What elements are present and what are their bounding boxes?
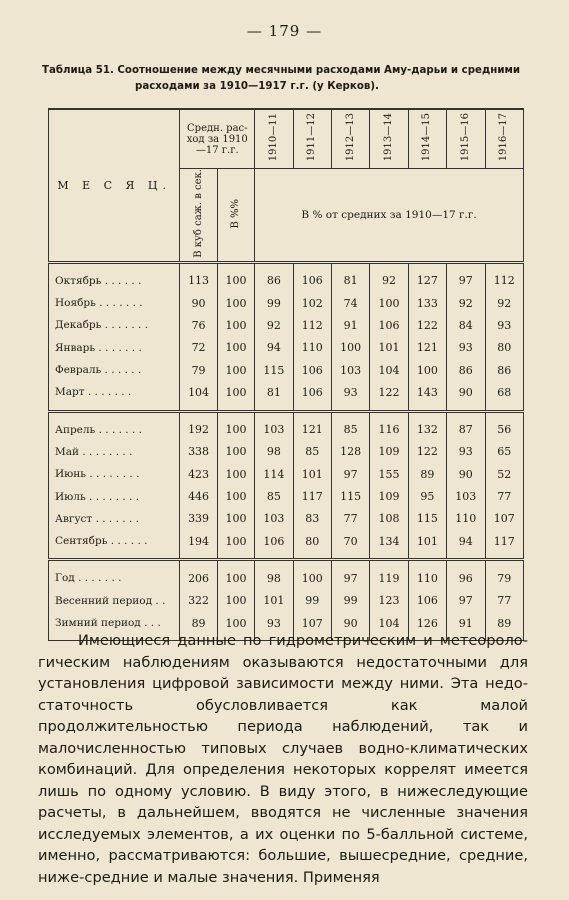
value-cell: 114 — [255, 463, 293, 485]
value-cell: 115 — [331, 485, 369, 507]
avg-cell: 423 — [180, 463, 217, 485]
value-cell: 95 — [408, 485, 446, 507]
value-cell: 90 — [447, 463, 485, 485]
pct-cell: 100 — [217, 508, 254, 530]
table-row — [49, 314, 524, 336]
value-cell: 101 — [408, 530, 446, 552]
row-label: Ноябрь . . . . . . . — [49, 292, 180, 314]
value-cell: 74 — [331, 292, 369, 314]
year-header: 1910—11 — [255, 109, 293, 169]
value-cell: 107 — [485, 508, 524, 530]
table-row — [49, 270, 524, 292]
value-cell: 96 — [447, 567, 485, 589]
value-cell: 86 — [255, 270, 293, 292]
year-header: 1914—15 — [408, 109, 446, 169]
value-cell: 126 — [408, 612, 446, 634]
unit-header: В куб саж. в сек. — [180, 169, 217, 263]
value-cell: 112 — [293, 314, 331, 336]
avg-header: Средн. рас-ход за 1910—17 г.г. — [180, 109, 255, 169]
row-label: Апрель . . . . . . . — [49, 419, 180, 441]
value-cell: 80 — [293, 530, 331, 552]
value-cell: 79 — [485, 567, 524, 589]
value-cell: 99 — [331, 590, 369, 612]
value-cell: 103 — [255, 419, 293, 441]
value-cell: 106 — [293, 359, 331, 381]
table-row — [49, 463, 524, 485]
avg-cell: 338 — [180, 441, 217, 463]
row-label: Март . . . . . . . — [49, 381, 180, 403]
value-cell: 93 — [447, 337, 485, 359]
value-cell: 108 — [370, 508, 408, 530]
avg-cell: 90 — [180, 292, 217, 314]
value-cell: 104 — [370, 359, 408, 381]
avg-cell: 89 — [180, 612, 217, 634]
value-cell: 93 — [331, 381, 369, 403]
avg-cell: 79 — [180, 359, 217, 381]
avg-cell: 206 — [180, 567, 217, 589]
pct-cell: 100 — [217, 337, 254, 359]
value-cell: 85 — [293, 441, 331, 463]
value-cell: 119 — [370, 567, 408, 589]
row-label: Весенний период . . — [49, 590, 180, 612]
table-row — [49, 567, 524, 589]
row-label: Июль . . . . . . . . — [49, 485, 180, 507]
value-cell: 127 — [408, 270, 446, 292]
row-label: Зимний период . . . — [49, 612, 180, 634]
value-cell: 106 — [293, 270, 331, 292]
value-cell: 91 — [331, 314, 369, 336]
value-cell: 86 — [485, 359, 524, 381]
value-cell: 103 — [331, 359, 369, 381]
pct-cell: 100 — [217, 419, 254, 441]
value-cell: 110 — [408, 567, 446, 589]
row-label: Февраль . . . . . . — [49, 359, 180, 381]
year-header: 1915—16 — [447, 109, 485, 169]
value-cell: 92 — [370, 270, 408, 292]
value-cell: 56 — [485, 419, 524, 441]
value-cell: 98 — [255, 441, 293, 463]
value-cell: 133 — [408, 292, 446, 314]
table-row — [49, 590, 524, 612]
pct-cell: 100 — [217, 441, 254, 463]
value-cell: 99 — [293, 590, 331, 612]
value-cell: 77 — [485, 485, 524, 507]
avg-cell: 72 — [180, 337, 217, 359]
value-cell: 122 — [408, 441, 446, 463]
value-cell: 121 — [408, 337, 446, 359]
value-cell: 77 — [485, 590, 524, 612]
value-cell: 117 — [485, 530, 524, 552]
group-separator — [49, 560, 524, 568]
pct-cell: 100 — [217, 292, 254, 314]
pct-cell: 100 — [217, 314, 254, 336]
value-cell: 116 — [370, 419, 408, 441]
value-cell: 90 — [447, 381, 485, 403]
value-cell: 103 — [255, 508, 293, 530]
value-cell: 92 — [485, 292, 524, 314]
row-label: Год . . . . . . . — [49, 567, 180, 589]
table-row — [49, 337, 524, 359]
value-cell: 110 — [293, 337, 331, 359]
year-header: 1911—12 — [293, 109, 331, 169]
year-header: 1912—13 — [331, 109, 369, 169]
value-cell: 122 — [408, 314, 446, 336]
value-cell: 101 — [293, 463, 331, 485]
value-cell: 106 — [408, 590, 446, 612]
value-cell: 80 — [485, 337, 524, 359]
body-paragraph — [38, 630, 528, 888]
pct-cell: 100 — [217, 590, 254, 612]
value-cell: 89 — [485, 612, 524, 634]
data-table — [48, 108, 524, 641]
value-cell: 134 — [370, 530, 408, 552]
value-cell: 94 — [255, 337, 293, 359]
value-cell: 128 — [331, 441, 369, 463]
value-cell: 107 — [293, 612, 331, 634]
value-cell: 84 — [447, 314, 485, 336]
row-label: Июнь . . . . . . . . — [49, 463, 180, 485]
value-cell: 100 — [408, 359, 446, 381]
page-number: — 179 — — [246, 22, 323, 40]
row-label: Декабрь . . . . . . . — [49, 314, 180, 336]
table-row — [49, 530, 524, 552]
avg-cell: 192 — [180, 419, 217, 441]
value-cell: 91 — [447, 612, 485, 634]
value-cell: 97 — [447, 270, 485, 292]
value-cell: 85 — [331, 419, 369, 441]
value-cell: 97 — [331, 463, 369, 485]
value-cell: 106 — [293, 381, 331, 403]
avg-cell: 322 — [180, 590, 217, 612]
group-separator — [49, 262, 524, 270]
value-cell: 106 — [370, 314, 408, 336]
value-cell: 81 — [255, 381, 293, 403]
avg-cell: 194 — [180, 530, 217, 552]
table-caption — [42, 62, 521, 94]
value-cell: 77 — [331, 508, 369, 530]
table-row — [49, 359, 524, 381]
avg-cell: 104 — [180, 381, 217, 403]
pct-cell: 100 — [217, 530, 254, 552]
value-cell: 93 — [485, 314, 524, 336]
value-cell: 121 — [293, 419, 331, 441]
row-label: Август . . . . . . . — [49, 508, 180, 530]
month-header: М Е С Я Ц. — [49, 109, 180, 262]
group-end — [49, 404, 524, 412]
avg-cell: 339 — [180, 508, 217, 530]
year-header: 1916—17 — [485, 109, 524, 169]
avg-cell: 113 — [180, 270, 217, 292]
value-cell: 87 — [447, 419, 485, 441]
value-cell: 94 — [447, 530, 485, 552]
percent-span-header: В % от средних за 1910—17 г.г. — [255, 169, 524, 263]
pct-cell: 100 — [217, 612, 254, 634]
value-cell: 98 — [255, 567, 293, 589]
value-cell: 103 — [447, 485, 485, 507]
caption-line-1: Таблица 51. Соотношение между месячными расходами Аму-дарьи и средними — [42, 63, 521, 76]
row-label: Январь . . . . . . . — [49, 337, 180, 359]
value-cell: 100 — [370, 292, 408, 314]
row-label: Май . . . . . . . . — [49, 441, 180, 463]
pct-cell: 100 — [217, 567, 254, 589]
value-cell: 97 — [447, 590, 485, 612]
group-end — [49, 552, 524, 560]
avg-cell: 76 — [180, 314, 217, 336]
caption-line-2: расходами за 1910—1917 г.г. (у Керков). — [135, 79, 379, 92]
table-row — [49, 419, 524, 441]
group-separator — [49, 411, 524, 419]
value-cell: 93 — [255, 612, 293, 634]
value-cell: 117 — [293, 485, 331, 507]
pct-cell: 100 — [217, 463, 254, 485]
value-cell: 122 — [370, 381, 408, 403]
table-row — [49, 441, 524, 463]
value-cell: 110 — [447, 508, 485, 530]
row-label: Октябрь . . . . . . — [49, 270, 180, 292]
value-cell: 90 — [331, 612, 369, 634]
pct-cell: 100 — [217, 270, 254, 292]
value-cell: 85 — [255, 485, 293, 507]
value-cell: 100 — [293, 567, 331, 589]
value-cell: 68 — [485, 381, 524, 403]
value-cell: 102 — [293, 292, 331, 314]
value-cell: 92 — [255, 314, 293, 336]
table-row — [49, 292, 524, 314]
avg-cell: 446 — [180, 485, 217, 507]
value-cell: 100 — [331, 337, 369, 359]
table-row — [49, 381, 524, 403]
value-cell: 52 — [485, 463, 524, 485]
value-cell: 109 — [370, 441, 408, 463]
pct-cell: 100 — [217, 359, 254, 381]
value-cell: 115 — [255, 359, 293, 381]
body-text: Имеющиеся данные по гидрометрическим и метеорологическим наблюдениям оказываются недостаточными для установления цифровой зависимости между ними. Эта недостаточность обусловливается как малой продолжительностью периода наблюдений, так и малочисленностью типовых случаев водно-климатических комбинаций. Для определения некоторых коррелят имеется лишь по одному условию. В виду этого, в нижеследующие расчеты, в дальнейшем, вводятся не численные значения исследуемых элементов, а их оценки по 5-балльной системе, именно, рассматриваются: большие, вышесредние, средние, ниже-средние и малые значения. Применяя — [38, 632, 528, 886]
table-row — [49, 508, 524, 530]
pct-cell: 100 — [217, 485, 254, 507]
percent-header: В %% — [217, 169, 254, 263]
value-cell: 89 — [408, 463, 446, 485]
value-cell: 109 — [370, 485, 408, 507]
year-header: 1913—14 — [370, 109, 408, 169]
value-cell: 104 — [370, 612, 408, 634]
value-cell: 65 — [485, 441, 524, 463]
value-cell: 106 — [255, 530, 293, 552]
row-label: Сентябрь . . . . . . — [49, 530, 180, 552]
value-cell: 81 — [331, 270, 369, 292]
value-cell: 92 — [447, 292, 485, 314]
value-cell: 70 — [331, 530, 369, 552]
value-cell: 83 — [293, 508, 331, 530]
value-cell: 101 — [370, 337, 408, 359]
value-cell: 99 — [255, 292, 293, 314]
value-cell: 115 — [408, 508, 446, 530]
value-cell: 86 — [447, 359, 485, 381]
table-row — [49, 485, 524, 507]
value-cell: 123 — [370, 590, 408, 612]
value-cell: 101 — [255, 590, 293, 612]
pct-cell: 100 — [217, 381, 254, 403]
value-cell: 93 — [447, 441, 485, 463]
value-cell: 143 — [408, 381, 446, 403]
value-cell: 97 — [331, 567, 369, 589]
value-cell: 112 — [485, 270, 524, 292]
value-cell: 132 — [408, 419, 446, 441]
value-cell: 155 — [370, 463, 408, 485]
